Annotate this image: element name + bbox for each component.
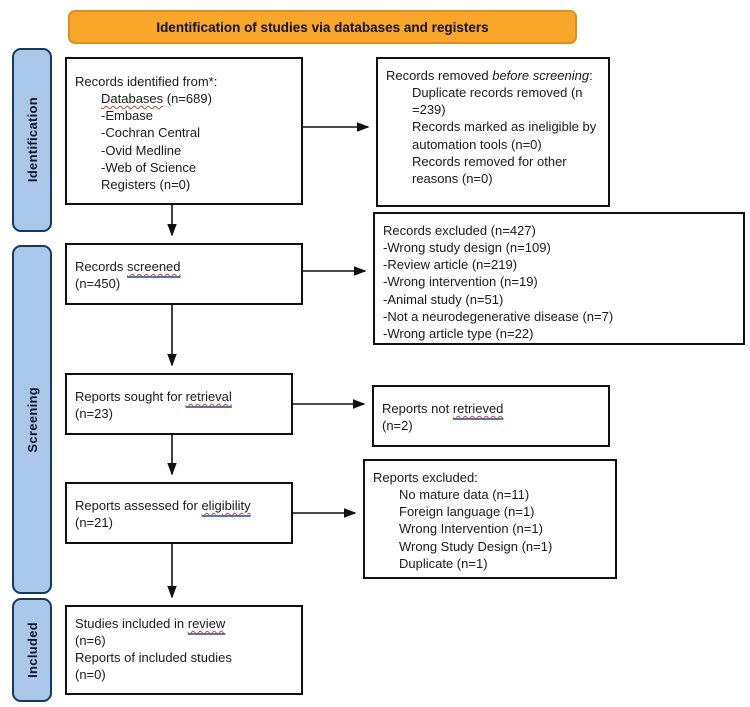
title-suffix: : xyxy=(589,68,593,83)
box-reports-excluded xyxy=(363,459,617,579)
exclusion-reason: -Review article (n=219) xyxy=(383,257,518,273)
box-records-removed xyxy=(376,57,610,207)
grammar-underline xyxy=(127,259,180,274)
databases-count: (n=689) xyxy=(163,91,212,107)
grammar-underline xyxy=(186,389,232,404)
title-prefix: Records xyxy=(75,258,128,274)
box-records-excluded xyxy=(373,212,745,345)
grammar-underline xyxy=(201,498,250,513)
exclusion-reason: Wrong Study Design (n=1) xyxy=(399,538,553,554)
count-line: (n=0) xyxy=(75,667,106,683)
grammar-underline xyxy=(188,616,226,631)
removed-reason: Records removed for other reasons (n=0) xyxy=(412,153,567,186)
database-source: -Cochran Central xyxy=(101,125,200,141)
count-line: (n=21) xyxy=(75,515,113,530)
removed-reason: Duplicate records removed (n =239) xyxy=(412,85,583,118)
box-body xyxy=(386,84,600,187)
diagram-title-banner xyxy=(68,10,577,44)
exclusion-reason: Foreign language (n=1) xyxy=(399,504,535,520)
title-prefix: Studies included in xyxy=(75,616,188,631)
box-title: Records identified from*: xyxy=(75,74,218,89)
title-prefix: Reports not xyxy=(382,400,453,416)
box-reports-assessed xyxy=(65,482,293,544)
box-title: Records excluded (n=427) xyxy=(383,223,536,238)
databases-line xyxy=(101,90,293,107)
count-line: (n=450) xyxy=(75,276,121,291)
removed-reason: Records marked as ineligible by automation tools (n=0) xyxy=(412,119,597,152)
phase-label-text: Identification xyxy=(24,97,40,183)
box-body xyxy=(373,486,607,572)
count-line: (n=23) xyxy=(75,406,113,421)
misspelled-word: retrieval xyxy=(185,388,232,404)
exclusion-reason: Wrong Intervention (n=1) xyxy=(399,521,543,537)
misspelled-word: Databases xyxy=(101,91,164,107)
box-records-screened xyxy=(65,243,303,305)
exclusion-reason: -Wrong article type (n=22) xyxy=(383,325,534,341)
title-italic: before screening xyxy=(492,68,590,83)
exclusion-reason: -Wrong intervention (n=19) xyxy=(383,274,538,290)
registers-line: Registers (n=0) xyxy=(101,176,191,192)
box-title xyxy=(382,400,600,417)
exclusion-reason: Duplicate (n=1) xyxy=(399,555,488,571)
box-title xyxy=(75,615,293,632)
misspelled-word: retrieved xyxy=(452,400,504,416)
exclusion-reason: -Not a neurodegenerative disease (n=7) xyxy=(383,308,614,324)
exclusion-reason: -Animal study (n=51) xyxy=(383,291,504,307)
phase-label-identification xyxy=(12,48,52,232)
misspelled-word: eligibility xyxy=(201,497,251,513)
box-title xyxy=(75,258,293,275)
box-title xyxy=(75,388,283,405)
box-body xyxy=(75,90,293,193)
title-prefix: Reports assessed for xyxy=(75,497,202,513)
exclusion-reason: -Wrong study design (n=109) xyxy=(383,240,551,256)
misspelled-word: review xyxy=(187,616,226,631)
box-reports-not-retrieved xyxy=(372,385,610,447)
box-title xyxy=(386,67,600,84)
exclusion-reason: No mature data (n=11) xyxy=(399,487,530,503)
reports-line: Reports of included studies xyxy=(75,650,232,666)
misspelled-word: screened xyxy=(127,258,181,274)
diagram-title: Identification of studies via databases and registers xyxy=(156,19,489,35)
count-line: (n=2) xyxy=(382,418,413,433)
database-source: -Web of Science xyxy=(101,159,197,175)
database-source: -Embase xyxy=(101,108,154,124)
box-title xyxy=(75,497,283,514)
count-line: (n=6) xyxy=(75,633,106,649)
box-reports-sought xyxy=(65,373,293,435)
phase-label-text: Included xyxy=(24,622,40,678)
phase-label-included xyxy=(12,598,52,702)
box-records-identified xyxy=(65,57,303,205)
box-studies-included xyxy=(65,605,303,695)
title-prefix: Reports sought for xyxy=(75,388,186,404)
phase-label-text: Screening xyxy=(24,386,40,453)
title-prefix: Records removed xyxy=(386,68,493,83)
database-source: -Ovid Medline xyxy=(101,142,182,158)
grammar-underline xyxy=(453,401,504,416)
box-title: Reports excluded: xyxy=(373,470,478,485)
phase-label-screening xyxy=(12,245,52,594)
